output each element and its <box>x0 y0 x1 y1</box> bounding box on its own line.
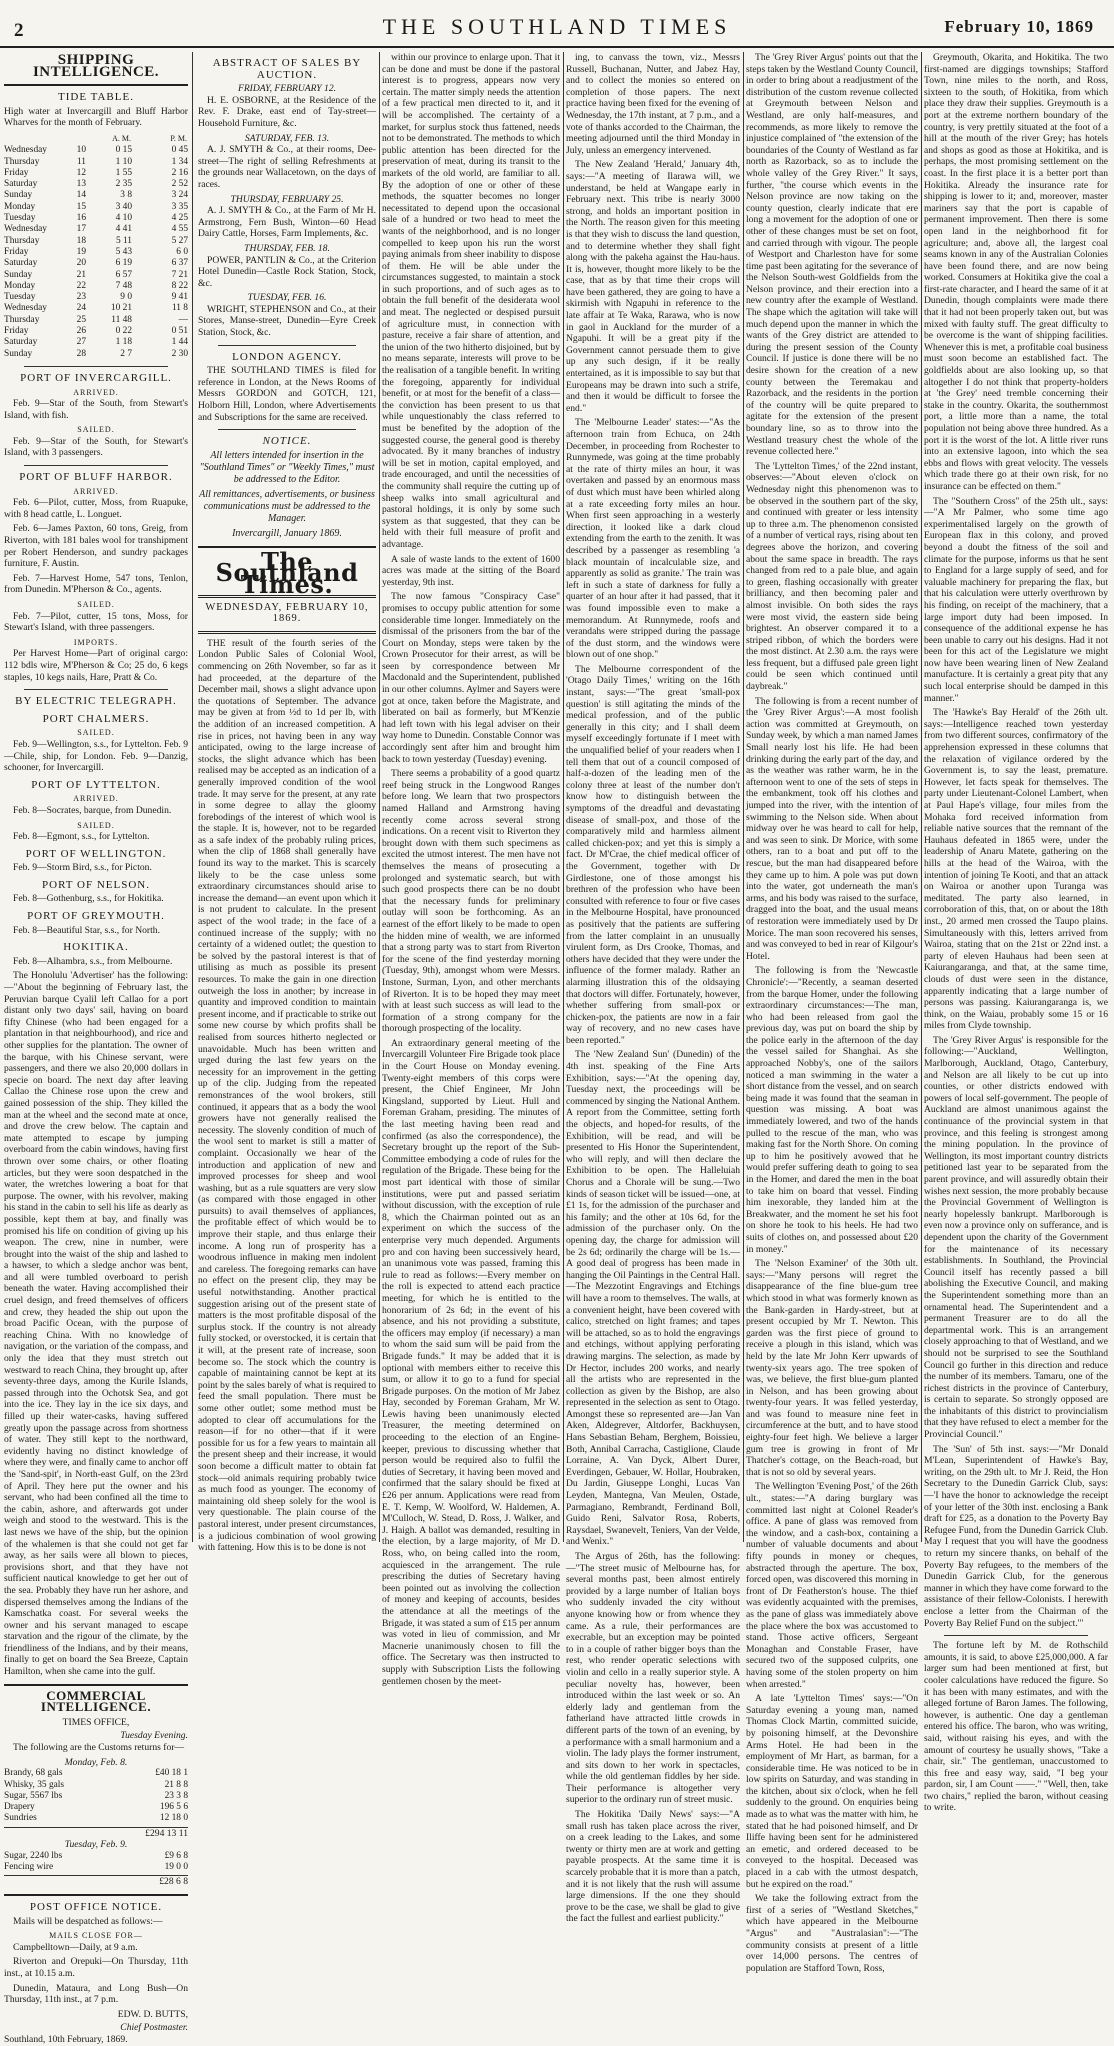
edition-date: WEDNESDAY, FEBRUARY 10, 1869. <box>205 601 369 625</box>
tide-pm-header: P. M. <box>170 133 187 143</box>
tide-row: Thursday 11 1 10 1 34 <box>4 156 188 167</box>
column-editorial <box>198 52 376 1554</box>
arrived-label: ARRIVED. <box>73 387 119 397</box>
article-paragraph: The fortune left by M. de Rothschild amounts, it is said, to above £25,000,000. A far larger sum had been mentioned at first, but cooler calculations have reduced the figure. So it has been with many estimates, and with the alleged fortune of Baron James. The following, however, is authentic. One day a gentleman entered his office. The baron, who was writing, said, without raising his eyes, and with the amount of courtesy he usually shows, "Take a chair, sir." The gentleman, unaccustomed to this free and easy way, said, "I beg your pardon, sir, I am Count ——." "Well, then, take two chairs," replied the baron, without ceasing to write. <box>924 1640 1108 1814</box>
sailed-label: SAILED. <box>77 728 115 738</box>
tide-row: Friday 12 1 55 2 16 <box>4 167 188 178</box>
customs-office: TIMES OFFICE, <box>62 1716 130 1728</box>
article-paragraph: The following is from a recent number of the 'Grey River Argus':—A most foolish action was committed at Greymouth, on Sunday week, by which a man named James Small nearly lost his life. He had been drinking during the early part of the day, and as the weather was rather warm, he in the afternoon went to one of the sets of steps in the embankment, took off his clothes and jumped into the river, with the intention of swimming to the Nelson side. When about midway over he was heard to call for help, and was seen to sink. Dr Morice, with some others, ran to a boat and put off to the rescue, but the man had disappeared before they came up to him. A pole was put down into the water, got underneath the man's arms, and his body was raised to the surface, dragged into the boat, and the usual means of restoration were immediately used by Dr Morice. The man soon recovered his senses, and was conveyed to bed in rear of Kilgour's Hotel. <box>746 695 918 962</box>
sale-date: THURSDAY, FEBRUARY 25. <box>230 193 344 205</box>
article-paragraph: There seems a probability of a good quartz reef being struck in the Longwood Ranges before long. We learn that two prospectors named Halland and Armstrong having recently come across several strong indications. On a recent visit to Riverton they brought down with them such specimens as excited the utmost interest. The men have not themselves the means of prosecuting a prolonged and systematic search, but with such good prospects there can be no doubt that the necessary funds for preliminary outlay will soon be forthcoming. As an earnest of the effort likely to be made to open the hidden mine of wealth, we are informed that a strong party was to start from Riverton for the scene of the find yesterday morning (Tuesday, 9th), amongst whom were Messrs. Instone, Surman, Lyon, and other merchants of Riverton. It is to be hoped they may meet with at least such success as will lead to the formation of a strong company for the thorough prospecting of the locality. <box>382 768 560 1035</box>
customs-monday-table <box>4 1768 188 1824</box>
notice-line-1: All letters intended for insertion in the "Southland Times" or "Weekly Times," must be addressed to the Editor. <box>199 449 375 485</box>
article-paragraph: The now famous "Conspiracy Case" promises to occupy public attention for some considerable time longer. Immediately on the dismissal of the prisoners from the bar of the Court on Monday, steps were taken by the Crown Prosecutor for their arrest, as will be seen by correspondence between Mr Macdonald and the Superintendent, published in our other columns. Aylmer and Sayers were got at once, taken before the Magistrate, and liberated on bail as formerly, but M'Kenzie had left town with his legal adviser on their way home to Dunedin. Constable Connor was accordingly sent after him and brought him back to town yesterday (Tuesday) evening. <box>382 591 560 765</box>
tide-heading: TIDE TABLE. <box>58 91 134 104</box>
column-rule <box>921 52 922 1542</box>
article-paragraph: The 'Grey River Argus' is responsible for the following:—"Auckland, Wellington, Marlborough, Auckland, Otago, Canterbury, and Nelson are all likely to be cut up into counties, or other districts endowed with powers of local self-government. The people of Auckland are almost unanimous against the continuance of the provincial system in that province, and this feeling is strongest among the mining population. In the province of Wellington, its most important country districts petitioned last year to be separated from the parent province, and will assuredly obtain their wishes next session, the more probably because the Provincial Government of Wellington is nearly hopelessly bankrupt. Marlborough is even now a province only on sufferance, and is dependent upon the charity of the Government for the maintenance of its necessary establishments. In Southland, the Provincial Council itself has recently passed a bill abolishing the Executive Council, and making the Superintendent something more than an ornamental head. The Superintendent and a permanent Treasurer are to do all the departmental work. This is an arrangement closely approaching to that of Westland, and we should not be surprised to see the Southland Council go further in this direction and reduce the number of its members. Tamaru, one of the richest districts in the province of Canterbury, is certain to separate. So strongly opposed are the inhabitants of this district to provincialism that they have refused to elect a member for the Provincial Council." <box>924 1034 1108 1441</box>
post-line-3: Dunedin, Mataura, and Long Bush—On Thursday, 11th inst., at 7 p.m. <box>4 1982 188 2006</box>
article-paragraph: The following is from the 'Newcastle Chronicle':—"Recently, a seaman deserted from the barque Homer, under the following extraordinary circumstances:—The man, who had been released from gaol the previous day, was put on board the ship by the police early in the afternoon of the day the vessel sailed for Shanghai. As she approached Nobby's, one of the sailors noticed a man swimming in the water a short distance from the vessel, and on search being made it was found that the seaman in question was missing. A boat was immediately lowered, and two of the hands pulled to the rescue of the man, who was making fast for the North Shore. On coming up to him he positively avowed that he would prefer suffering death to going to sea in the Homer, and dared the men in the boat to take him on board that vessel. Finding him inexorable, they landed him at the Breakwater, and the moment he set his foot on shore he took to his heels. He had two suits of clothes on, and possessed about £20 in money." <box>746 965 918 1255</box>
post-line-2: Riverton and Orepuki—On Thursday, 11th inst., at 10.15 a.m. <box>4 1956 188 1980</box>
imports-label: IMPORTS. <box>73 637 119 647</box>
london-text: THE SOUTHLAND TIMES is filed for reference in London, at the News Rooms of Messrs GORDON and GOTCH, 121, Holborn Hill, London, where Advertisements and Subscriptions for the same are received. <box>198 365 376 423</box>
tide-row: Wednesday 10 0 15 0 45 <box>4 145 188 156</box>
sale-entry: A. J. SMYTH & Co., at their rooms, Dee-street—The right of selling Refreshments at the grounds near Wallacetown, on the days of races. <box>198 144 376 190</box>
column-6 <box>924 52 1108 1814</box>
tide-row: Saturday 13 2 35 2 52 <box>4 179 188 190</box>
post-line-1: Campbelltown—Daily, at 9 a.m. <box>13 1941 138 1953</box>
bluff-arrived-2: Feb. 6—James Paxton, 60 tons, Greig, from Riverton, with 181 bales wool for transhipment per Robert Henderson, and sundry packages furniture, F. Austin. <box>4 523 188 570</box>
customs-row: Brandy, 68 gals £40 18 1 <box>4 1768 188 1779</box>
chalmers-sailed: Feb. 9—Wellington, s.s., for Lyttelton. Feb. 9—Chile, ship, for London. Feb. 9—Danzig, schooner, for Invercargill. <box>4 738 188 774</box>
customs-tuesday-total: £28 6 8 <box>4 1875 188 1888</box>
lyttelton-arrived: Feb. 8—Socrates, barque, from Dunedin. <box>13 804 172 816</box>
post-signer-title: Chief Postmaster. <box>120 2022 188 2034</box>
article-paragraph: The 'Grey River Argus' points out that the steps taken by the Westland County Council, in order to bring about a readjustment of the distribution of the custom revenue collected at Greymouth between Nelson and Westland, are only half-measures, and recommends, as more likely to remove the injustice complained of "the extension of the boundaries of the County of Westland as far north as Razorback, so as to include the whole valley of the Grey River." It says, further, "the course which events in the Nelson province are now taking on the county question, clearly indicate that ere long a movement for the adoption of one or other of these changes must be set on foot, and carried through with vigour. The people of Westport and Charleston have for some time past been agitating for the severance of the Nelson South-west Goldfields from the Nelson province, and their erection into a new country after the example of Westland. The shape which the agitation will take will much depend upon the manner in which the wants of the Grey district are attended to during the present session of the County Council. If justice is done there will be no desire shown for the creation of a new county between the Teremakau and Razorback, and the residents in the portion of the country will be quite prepared to agitate for the extension of the present boundary line, so as to throw into the Westland treasury chest the whole of the revenue collected here." <box>746 52 918 458</box>
article-paragraph: The Hokitika 'Daily News' says:—"A small rush has taken place across the river, on a creek leading to the Lakes, and some twenty or thirty men are at work and getting payable prospects. At the same time it is scarcely probable that it is more than a patch, and it is not likely that the rush will assume large dimensions. If the one they should prove to be the case, we shall be glad to give the fact the fullest and earliest publicity." <box>566 1809 740 1925</box>
tide-row: Sunday 14 3 8 3 24 <box>4 190 188 201</box>
article-paragraph: Greymouth, Okarita, and Hokitika. The two first-named are diggings townships; Stafford Town, nine miles to the north, and Ross, sixteen to the south, of Hokitika, from which place they draw their supplies. Greymouth is a port at the extreme northern boundary of the country, is very prettily situated at the foot of a hill at the mouth of the river Grey; has hotels and shops as good as those at Hokitika, and is perhaps, the most promising settlement on the coast. In the first place it is a better port than Hokitika. Already the insurance rate for shipping is lower to it; and, moreover, master mariners say that the port is capable of permanent improvement. Then there is some open land in the neighborhood fit for agriculture; and, above all, the largest coal seams known in any of the Australian Colonies have been found there, and are now being worked. Consumers at Hokitika give the coal a first-rate character, and I heard the same of it at Dunedin, though complaints were made there that it had not been properly taken out, but was mixed with faulty stuff. The great difficulty to be overcome is the want of shipping facilities. Whenever this is met, a profitable coal business must soon become an established fact. The goldfields about are also looking up, so that altogether I do not think that property-holders at 'the Grey' need tremble concerning their stake in the country. Okarita, the southernmost port, a little more than a name, the total population not being above three hundred. As a port it is the worst of the lot. A little river runs into an extensive lagoon, into which the sea ebbs and flows with great velocity. The vessels which trade there go at their own risk, for no insurance can be effected on them." <box>924 52 1108 492</box>
tide-row: Thursday 18 5 11 5 27 <box>4 235 188 246</box>
customs-row: Sugar, 5567 lbs 23 3 8 <box>4 1790 188 1801</box>
bluff-heading: PORT OF BLUFF HARBOR. <box>19 471 173 484</box>
tide-row: Wednesday 17 4 41 4 55 <box>4 224 188 235</box>
column-rule <box>192 52 193 1542</box>
customs-intro: The following are the Customs returns for— <box>13 1742 185 1754</box>
paper-title: THE SOUTHLAND TIMES <box>382 14 732 39</box>
sailed-label: SAILED. <box>77 425 115 435</box>
customs-monday: Monday, Feb. 8. <box>64 1756 128 1768</box>
customs-tuesday-table <box>4 1851 188 1874</box>
column-shipping <box>4 52 188 2046</box>
tide-row: Sunday 21 6 57 7 21 <box>4 269 188 280</box>
tide-row: Tuesday 16 4 10 4 25 <box>4 213 188 224</box>
tide-row: Wednesday 24 10 21 11 8 <box>4 303 188 314</box>
post-intro: Mails will be despatched as follows:— <box>13 1915 163 1927</box>
article-paragraph: The 'Sun' of 5th inst. says:—"Mr Donald M'Lean, Superintendent of Hawke's Bay, writing, on the 29th ult. to Mr J. Reid, the Hon Secretary to the Dunedin Garrick Club, says:—'I have the honor to acknowledge the receipt of your letter of the 30th inst. enclosing a Bank draft for £25, as a donation to the Poverty Bay Refugee Fund, from the Dunedin Garrick Club. May I request that you will have the goodness to return my sincere thanks, on behalf of the Poverty Bay refugees, to the members of the Dunedin Garrick Club, for the generous manner in which they have come forward to the assistance of their fellow-Colonists. I herewith enclose a letter from the Chairman of the Poverty Bay Relief Fund on the subject.'" <box>924 1443 1108 1629</box>
post-close: MAILS CLOSE FOR— <box>49 1931 143 1941</box>
sale-date: SATURDAY, FEB. 13. <box>244 132 330 144</box>
london-heading: LONDON AGENCY. <box>232 350 342 363</box>
tide-row: Monday 15 3 40 3 35 <box>4 201 188 212</box>
inv-arrived: Feb. 9—Star of the South, from Stewart's Island, with fish. <box>4 398 188 421</box>
hokitika-heading: HOKITIKA. <box>63 941 129 954</box>
customs-row: Sugar, 2240 lbs £9 6 8 <box>4 1850 188 1861</box>
tide-row: Saturday 27 1 18 1 44 <box>4 337 188 348</box>
notice-line-3: Invercargill, January 1869. <box>232 527 342 539</box>
tide-row: Thursday 25 11 48 — <box>4 314 188 325</box>
sale-entry: H. E. OSBORNE, at the Residence of the Rev. F. Drake, east end of Tay-street—Household Furniture, &c. <box>198 94 376 129</box>
hokitika-arrived: Feb. 8—Alhambra, s.s., from Melbourne. <box>13 955 173 967</box>
post-signer: EDW. D. BUTTS, <box>117 2008 188 2020</box>
sale-date: TUESDAY, FEB. 16. <box>247 292 327 304</box>
bluff-sailed: Feb. 7—Pilot, cutter, 15 tons, Moss, for Stewart's Island, with three passengers. <box>4 610 188 634</box>
tide-row: Saturday 20 6 19 6 37 <box>4 258 188 269</box>
article-paragraph: A sale of waste lands to the extent of 1600 acres was made at the sitting of the Board yesterday, 9th inst. <box>382 553 560 588</box>
page-number: 2 <box>14 20 24 41</box>
column-5 <box>746 52 918 1974</box>
post-footer: Southland, 10th February, 1869. <box>4 2034 128 2046</box>
sales-heading: ABSTRACT OF SALES BY AUCTION. <box>212 57 362 81</box>
customs-row: Sundries 12 18 0 <box>4 1813 188 1824</box>
arrived-label: ARRIVED. <box>73 486 119 496</box>
column-4 <box>566 52 740 1925</box>
tide-intro: High water at Invercargill and Bluff Harbor Wharves for the month of February. <box>4 105 188 129</box>
article-paragraph: The 'Lyttelton Times,' of the 22nd instant, observes:—"About eleven o'clock on Wednesday night this phenomenon was to be observed in the southern part of the sky, and continued with greater or less intensity up to three a.m. The phenomenon consisted of a number of vertical rays, rising about ten degrees above the horizon, and covering about the same space in breadth. The rays changed from red to a pale blue, and again to green, flashing occasionally with greater brilliancy, and then becoming paler and almost invisible. On both sides the rays were most vivid, the eastern side being brightest. An observer compared it to a striped ribbon, of which the borders were the most distinct. At 2.30 a.m. the rays were less frequent, but a diffused pale green light could be seen which continued until daybreak." <box>746 460 918 693</box>
bluff-imports: Per Harvest Home—Part of original cargo: 112 bdls wire, M'Pherson & Co; 25 do, 6 kegs staples, 10 kegs nails, Hare, Pratt & Co. <box>4 648 188 683</box>
telegraph-heading: BY ELECTRIC TELEGRAPH. <box>15 695 177 708</box>
customs-evening: Tuesday Evening. <box>120 1730 188 1742</box>
article-paragraph: The Wellington 'Evening Post,' of the 26th ult., states:—"A daring burglary was committed last night at Colonel Reader's office. A pane of glass was removed from the window, and a cash-box, containing a number of valuable documents and about fifty pounds in money or cheques, abstracted through the aperture. The box, forced open, was discovered this morning in front of Dr Featherston's house. The thief was evidently acquainted with the premises, as the pane of glass was immediately above the place where the box was accustomed to stand. Those active officers, Sergeant Monaghan and Constable Fraser, have secured two of the supposed culprits, one having some of the stolen property on him when arrested." <box>746 1481 918 1690</box>
article-paragraph: The "Southern Cross" of the 25th ult., says:—"A Mr Palmer, who some time ago experimentalised largely on the growth of European flax in this colony, and proved beyond a doubt the fitness of the soil and climate for the purpose, informs us that he sent to England for a large supply of seed, and for valuable machinery for preparing the flax, but that his calculation were utterly overthrown by his finding, on receipt of the machinery, that a large import duty had been imposed. In consequence of the additional expense he has been unable to carry out his designs. Had it not been for this act of the Legislature we might now have been wearing linen of New Zealand manufacture. It is certainly a great pity that any such local enterprise should be damped in this manner." <box>924 495 1108 704</box>
bluff-arrived-1: Feb. 6—Pilot, cutter, Moss, from Ruapuke, with 8 head cattle, L. Longuet. <box>4 497 188 520</box>
article-paragraph: The 'New Zealand Sun' (Dunedin) of the 4th inst. speaking of the Fine Arts Exhibition, says:—"At the opening day, Tuesday next, the proceedings will be commenced by singing the National Anthem. A report from the Committee, setting forth the objects, and hoped-for results, of the Exhibition, will be read, and will be presented to His Honor the Superintendent, who will reply, and will then declare the Exhibition to be open. The Halleluiah Chorus and a Chorale will be sung.—Two kinds of season ticket will be issued—one, at £1 1s, for the admission of the purchaser and his family; and the other at 10s 6d, for the admission of the purchaser only. On the opening day, the charge for admission will be 2s 6d; ordinarily the charge will be 1s.—A good deal of progress has been made in hanging the Oil Paintings in the Central Hall.—The Mezzotint Engravings and Etchings will have a room to themselves. The walls, at a convenient height, have been covered with calico, stretched on light frames; and tapes will be attached, so as to hold the engravings and etchings, without applying perforating drawing margins. The selection, as made by Dr Hector, includes 200 works, and nearly all the artists who are represented in the collection as given by the Bishop, are also represented in the selection as sent to Otago. Amongst these so represented are—Jan Van Aken, Aldegrever, Altdorfer, Backhuysen, Hans Sebastian Beham, Berghem, Boissieu, Both, Annibal Carracha, Castiglione, Claude Lorraine, A. Van Dyck, Albert Durer, Everdingen, Gebauer, W. Hollar, Houbraken, Du Jardin, Giuseppe Longhi, Lucas Van Leyden, Mantegna, Van Meulen, Ostade, Parmagiano, Rembrandt, Ferdinand Boll, Guido Reni, Salvator Rosa, Roberts, Raysdael, Swanevelt, Teniers, Van der Velde, and Wenix." <box>566 1049 740 1548</box>
article-paragraph: We take the following extract from the first of a series of "Westland Sketches," which have appeared in the Melbourne "Argus" and "Australasian":—"The community consists at present of a little over 14,000 persons. The centres of population are Stafford Town, Ross, <box>746 1893 918 1974</box>
chalmers-heading: PORT CHALMERS. <box>42 712 150 725</box>
customs-row: Whisky, 35 gals 21 8 8 <box>4 1779 188 1790</box>
article-paragraph: The Melbourne correspondent of the 'Otago Daily Times,' writing on the 16th instant, says:—"The great 'small-pox question' is still agitating the minds of the medical profession, and of the public generally in this city; and I shall deem myself exceedingly fortunate if I meet with the unqualified belief of your readers when I tell them that out of a council composed of half-a-dozen of the leading men of the colony three at least of the number don't know how to distinguish between the symptoms of the dreadful and devastating disease of small-pox, and those of the comparatively mild and harmless ailment called chicken-pox; and yet this is simply a fact. Dr M'Crae, the chief medical officer of the Government, together with Dr Girdlestone, one of those amongst his brethren of the profession who have been consulted with reference to four or five cases in the Melbourne Hospital, have pronounced as positively that the patients are suffering from the latter complaint in an unusually virulent form, as Drs Crooke, Thomas, and others have decided that they were under the influence of the former malady. Rather an alarming illustration this of the oldsaying that doctors will differ. Fortunately, however, whether suffering from small-pox or chicken-pox, the patients are now in a fair way of recovery, and no new cases have been reported." <box>566 663 740 1046</box>
paper-name: The Southland Times. <box>215 546 359 599</box>
sale-entry: A. J. SMYTH & Co., at the Farm of Mr H. Armstrong, Fern Bush, Winton—60 Head Dairy Cattle, Horses, Farm Implements, &c. <box>198 205 376 240</box>
column-rule <box>743 52 744 1542</box>
leader-paragraph: THE result of the fourth series of the London Public Sales of Colonial Wool, commencing on 26th November, so far as it had proceeded, at the departure of the December mail, shows a slight advance upon the quotations of September. The advance may be given at from ½d to 1d per lb, with the addition of an increased competition. A rise in prices, not having been in any way anticipated, owing to the large increase of stocks, the slight advance which has been realised may be accepted as an indication of a generally improved condition of the wool trade. It may serve for the present, at any rate in some degree to allay the gloomy forebodings of the interest of which wool is the staple. It is, however, not to be regarded as a safe index of the probably ruling prices, when the clip of 1868 shall generally have found its way to the market. This is scarcely likely to be the case unless some extraordinary circumstances should arise to increase the demand—an event upon which it is not prudent to calculate. In the present aspect of the wool trade; in the face of a continued increase of the supply; with no certainty of a widened outlet; the question to be solved by the pastoral interest is that of utilising as much as possible its present resources. To make the gain in one direction outweigh the loss in another; by increase in quantity and improved condition to maintain present income, and if practicable to strike out some new course by which profits shall be realised from sources hitherto neglected or unavoidable. Much has been written and urged during the last few years on the necessity for an improvement in the getting up of the clip. Judging from the repeated remonstrances of the wool brokers, still continued, it appears that as a body the wool growers have not generally realised the necessity. The slovenly condition of much of the wool sent to market is still a matter of complaint. Occasionally we hear of the introduction and application of new and improved processes for sheep and wool washing, but as a rule squatters are very slow (as compared with those engaged in other pursuits) to avail themselves of appliances, the profitable effect of which would be to improve their staple, and thus enlarge their income. A long run of prosperity has a woodrous influence in making men indolent and careless. The foregoing remarks can have no effect on the present clip, they may be useful notwithstanding. Another practical suggestion arising out of the present state of matters is the most profitable disposal of the surplus stock. If the country is not already fully stocked, or overstocked, it is certain that it will, at the present rate of increase, soon become so. The stock which the country is capable of maintaining cannot be kept at its point by the sales barely of what is required to feed the small population. There must be some other outlet; some method must be adopted to clear off accumulations for the reason—if for no other—that if it were possible for us for a few years to maintain all the present sheep and their increase, it would soon become a difficult matter to obtain fat stock—old animals requiring probably twice as much food as younger. The economy of maintaining old sheep solely for the wool is very questionable. The plain course of the pastoral interest, under present circumstances, is a judicious combination of wool growing with fattening. How this is to be done is not <box>198 637 376 1554</box>
tide-row: Monday 22 7 48 8 22 <box>4 280 188 291</box>
inv-sailed: Feb. 9—Star of the South, for Stewart's Island, with 3 passengers. <box>4 435 188 459</box>
customs-tuesday: Tuesday, Feb. 9. <box>64 1839 128 1851</box>
customs-monday-total: £294 13 11 <box>4 1827 188 1840</box>
column-rule <box>379 52 380 1542</box>
masthead <box>0 0 1114 48</box>
sale-date: FRIDAY, FEBRUARY 12. <box>237 83 337 95</box>
greymouth-sailed: Feb. 8—Beautiful Star, s.s., for North. <box>13 924 160 936</box>
bluff-arrived-3: Feb. 7—Harvest Home, 547 tons, Tenlon, from Dunedin. M'Pherson & Co., agents. <box>4 572 188 596</box>
lyttelton-heading: PORT OF LYTTELTON. <box>31 778 161 791</box>
tide-row: Friday 19 5 43 6 0 <box>4 246 188 257</box>
greymouth-heading: PORT OF GREYMOUTH. <box>27 910 165 923</box>
commercial-heading: COMMERCIAL INTELLIGENCE. <box>40 1687 152 1715</box>
sailed-label: SAILED. <box>77 820 115 830</box>
tide-row: Sunday 28 2 7 2 30 <box>4 348 188 359</box>
lyttelton-sailed: Feb. 8—Egmont, s.s., for Lyttelton. <box>13 831 150 843</box>
article-paragraph: The Argus of 26th, has the following:—"The street music of Melbourne has, for several months past, been almost entirely provided by a large number of Italian boys who suddenly invaded the city without anyone knowing how or from whence they came. As a rule, their performances are execrable, but an exception may be pointed to in a couple of rather bigger boys than the rest, who render operatic selections with violin and cello in a really superior style. A peculiar novelty has, however, been introduced within the last week or so. An elderly lady and gentleman from the fatherland have attracted little crowds in different parts of the town of an evening, by a performance with a small harmonium and a violin. The lady plays the former instrument, and sits down to her work in spectacles, while the old gentleman fiddles by her side. Their performance is altogether very superior to the ordinary run of street music. <box>566 1551 740 1806</box>
article-paragraph: The 'Nelson Examiner' of the 30th ult. says:—"Many persons will regret the disappearance of the fine blue-gum tree which stood in what was formerly known as the Bank-garden in Hardy-street, but at present occupied by Mr T. Newton. This garden was the first piece of ground to receive a plough in this island, which was held by the late Mr John Kerr upwards of twenty-six years ago. The tree spoken of was, we believe, the first blue-gum planted in Nelson, and has been growing about twenty-four years. It was felled yesterday, and was found to measure nine feet in circumference at the butt, and to have stood eighty-four feet high. We believe a larger gum tree is growing in front of Mr Thatcher's cottage, on the Beach-road, but that is not so old by several years. <box>746 1258 918 1478</box>
honolulu-story: The Honolulu 'Advertiser' has the following:—"About the beginning of February last, the Peruvian barque Cyalil left Callao for a port distant only two days' sail, having on board fifty Chinese (who had been engaged for a plantation in that neighbourhood), and rice and other supplies for the plantation. The owner of the barque, with his Chinese servant, were passengers, and there we also 20,000 dollars in specie on board. The next day after leaving Callao the Chinese rose upon the crew and gained possession of the ship. They killed the man at the wheel and the second mate at once, and drove the crew below. The captain and mate attempted to escape by jumping overboard from the cabin windows, having first thrown over some chairs, or other floating articles, but they were soon despatched in the water, the wretches lowering a boat for that purpose. The owner, with his revolver, making his stand in the cabin to sell his life as dearly as possible, kept them at bay, and finally was promised his life on condition of giving up his weapon. The crew, nine in number, were brought into the waist of the ship and lashed to a hawser, to which a sledge anchor was bent, and all were tumbled overboard to perish beneath the water. Having accomplished their cruel design, and freed themselves of officers and crew, they headed the ship out upon the broad Pacific Ocean, with the purpose of reaching China. With no knowledge of navigation, or the variation of the compass, and only the idea that they must stretch out westward to reach China, they brought up, after seventy-three days, among the Kurile Islands, passed through into the Ochotsk Sea, and got into the ice. They lay in the ice six days, and filled up their water-casks, having suffered greatly upon the passage across from shortness of water. They still kept to the northward, evidently having no distinct knowledge of where they were, and finally came to anchor off the 'Sand-spit', in North-east Gulf, on the 23rd of April. They here put the owner and his servant, who had been confined all the time to the cabin, ashore, and afterwards got under weigh and stood to the westward. This is the last news we have of the ship, but the opinion of the whalemen is that she could not get far away, as her sails were all blown to pieces, provisions short, and that they have not sufficient nautical knowledge to get her out of the sea. Probably they have run her ashore, and dispersed themselves among the Indians of the Kamschatka coast. For several weeks the owner and his servant managed to escape starvation and the rigour of the climate, by the friendliness of the Indians, and by their means, finally to get on board the Sea Breeze, Captain Hamilton, when she came into the gulf. <box>4 970 188 1678</box>
sailed-label: SAILED. <box>77 600 115 609</box>
notice-block <box>198 450 376 540</box>
wellington-heading: PORT OF WELLINGTON. <box>25 847 167 860</box>
article-paragraph: An extraordinary general meeting of the Invercargill Volunteer Fire Brigade took place in the Court House on Monday evening. Twenty-eight members of this corps were present, the Chief Engineer, Mr John Kingsland, supported by Lieut. Hull and Foreman Graham, presiding. The minutes of the last meeting having been read and confirmed (as also the correspondence), the Secretary brought up the report of the Sub-Committee embodying a code of rules for the regulation of the Brigade. These being for the most part identical with those of similar institutions, were put and passed seriatim without discussion, with the exception of rule 8, which the Chairman pointed out as an experiment on which the success of the enterprise very much depended. Arguments pro and con having been successively heard, an unanimous vote was passed, framing this rule to read as follows:—Every member on the roll is expected to attend each practice meeting, for which he is entitled to the honorarium of 2s 6d; in the event of his absence, and his not providing a substitute, the officers may employ (if necessary) a man to whom the said sum will be paid from the Brigade funds." It may be added that it is optional with members either to receive this sum, or allow it to go to a fund for special Brigade purposes. On the motion of Mr Jabez Hay, seconded by Foreman Graham, Mr W. Lewis having been unanimously elected Treasurer, the meeting determined on proceeding to the election of an Engine-keeper, previous to discussing whether that person would be required also to fulfil the duties of Secretary, it having been moved and confirmed that the salary should be fixed at £26 per annum. Applications were read from E. T. Kemp, W. Woolford, W. Haldemen, A. M'Culloch, W. Stead, D. Ross, J. Walker, and J. Haigh. A ballot was demanded, resulting in the election, by a large majority, of Mr D. Ross, who, on being called into the room, acquiesced in the arrangement. The rule prescribing the duties of Secretary having been pointed out as involving the collection of money and keeping of accounts, besides the attendance at all the meetings of the Brigade, it was stated a sum of £15 per annum was voted in lieu of commission, and Mr Macnerie unanimously chosen to fill the office. The Secretary was then instructed to supply with Subscription Lists the following gentlemen chosen by the meet- <box>382 1037 560 1687</box>
article-paragraph: The 'Hawke's Bay Herald' of the 26th ult. says:—Intelligence reached town yesterday from two different sources, confirmatory of the apprehension expressed in these columns that the relaxation of vigilance ordered by the Government is, to say the least, premature. However, let facts speak for themselves. The party under Lieutenant-Colonel Lambert, when at Paul Hape's village, four miles from the Mohaka ford received information from reliable native sources that the remnant of the Hauhaus defeated in 1865 were, under the leadership of Anaru Matete, gathering on the hills at the head of the Wairoa, with the intention of joining Te Kooti, and that an attack on Wairoa or another upon Turanga was meditated. The party also learned, in corroboration of this, that, on or about the 18th inst., 20 armed men crossed the Taupo plains. Simultaneously with this, letters arrived from Wairoa, stating that on the 21st or 22nd inst. a party of eleven Hauhaus had been seen at Kaiurangaranga, and that, at the same time, clouds of dust were seen in the distance, apparently indicating that a large number of persons was passing. Kaiurangaranga is, we think, on the Waiau, probably some 15 or 16 miles from Clyde township. <box>924 707 1108 1032</box>
tide-row: Friday 26 0 22 0 51 <box>4 326 188 337</box>
sale-entry: POWER, PANTLIN & Co., at the Criterion Hotel Dunedin—Castle Rock Station, Stock, &c. <box>198 254 376 289</box>
customs-row: Fencing wire 19 0 0 <box>4 1862 188 1873</box>
issue-date: February 10, 1869 <box>944 17 1094 36</box>
article-paragraph: The New Zealand 'Herald,' January 4th, says:—"A meeting of Ilarawa will, we understand, be held at Wangape early in February next. This tribe is nearly 3000 strong, and holds an important position in the North. The reason given for this meeting is that they wish to discuss the land question, and to determine whether they shall fight along with the pakeha against the Hau-haus. It is, however, thought more likely to be the case, that as by that time their crops will have been gathered, they are going to have a skirmish with Ngapuhi in reference to the late affair at Te Waka, Rarawa, who is now in gaol in Auckland for the murder of a Ngapuhi. It will be a great pity if the Government cannot persuade them to give up any such design, if it be really entertained, as it is impossible to say but that Europeans may be drawn into such a strife, and then it would be difficult to forsee the end." <box>566 159 740 414</box>
sales-list <box>198 83 376 338</box>
tide-row: Tuesday 23 9 0 9 41 <box>4 292 188 303</box>
column-rule <box>563 52 564 1542</box>
sale-entry: WRIGHT, STEPHENSON and Co., at their Stores, Manse-street, Dunedin—Eyre Creek Station, Stock, &c. <box>198 303 376 339</box>
notice-line-2: All remittances, advertisements, or business communications must be addressed to the Manager. <box>199 488 375 524</box>
article-paragraph: A late 'Lyttelton Times' says:—"On Saturday evening a young man, named Thomas Clock Martin, committed suicide, by poisoning himself, at the Devonshire Arms Hotel. He had been in the employment of Mr Hart, as barman, for a considerable time. He was noticed to be in low spirits on Saturday, and was standing in the kitchen, about six o'clock, when he fell suddenly to the ground. On enquiries being made as to what was the matter with him, he stated that he had poisoned himself, and Dr Iliffe having been sent for he administered an emetic, and ordered deceased to be conveyed to the hospital. Deceased was placed in a cab with the utmost despatch, but he expired on the road." <box>746 1693 918 1890</box>
invercargill-heading: PORT OF INVERCARGILL. <box>20 371 172 384</box>
article-paragraph: The 'Melbourne Leader' states:—"As the afternoon train from Echuca, on 24th December, in proceeding from Rochester to Runnymede, was going at the time probably at the rate of thirty miles an hour, it was overtaken and passed by an enormous mass of dust which must have been whirled along at a rate exceeding forty miles an hour. When first seen approaching in a westerly direction, it looked like a dark cloud extending from the earth to the zenith. It was described by a passenger as resembling 'a black mountain of incalculable size, and apparently as solid as granite.' The train was left in such a state of darkness for fully a quarter of an hour after it had passed, that it was found impossible even to make a memorandum. At Runnymede, roofs and verandahs were stripped during the passage of the dust storm, and the windows were blown out of one shop." <box>566 417 740 661</box>
notice-heading: NOTICE. <box>262 435 312 448</box>
tide-am-header: A. M. <box>112 133 131 143</box>
column-3 <box>382 52 560 1687</box>
nelson-sailed: Feb. 8—Gothenburg, s.s., for Hokitika. <box>13 893 164 905</box>
article-paragraph: ing, to canvass the town, viz., Messrs Russell, Buchanan, Nutter, and Jabez Hay, and to collect the monies so entered on completion of those papers. The next practice having been fixed for the evening of Wednesday, the 17th instant, at 7 p.m., and a vote of thanks accorded to the Chairman, the meeting adjourned until the third Monday in July, unless an emergency intervened. <box>566 52 740 156</box>
customs-row: Drapery 196 5 6 <box>4 1802 188 1813</box>
article-paragraph: within our province to enlarge upon. That it can be done and must be done if the pastoral interest is to progress, appears now very certain. The matter simply needs the attention of a few practical men directed to it, and it will be accomplished. The certainty of a market, for surplus stock thus fattened, needs not to be demonstrated. The methods to which public attention has been directed for the preservation of meat, during its transit to the markets of the old world, are familiar to all. By the adoption of one or other of these methods, the squatter becomes no longer necessitated to depend upon the occasional sale of a hundred or two head to meet the wants of the neighborhood, and is no longer compelled to keep upon his run the worst paying animals from sheer inability to dispose of them. He will be able under the circumstances suggested, to maintain a stock in such proportions, and of such ages as to obtain the full benefit of the desiderata wool and meat. The neglected or despised pursuit of agriculture must, in connection with pasture, receive a fair share of attention, and the union of the two hitherto disjoined, but by no means separate, interests will prove to be the realisation of a tangible benefit. In writing the foregoing, apparently for individual benefit, or at most for the benefit of a class—the conviction has been present to us that while unquestionably the class referred to must be benefited by the adoption of the suggested course, the general good is thereby advocated. By it many branches of industry will be set in motion, capital employed, and trade encouraged, and until the necessities of the community shall require the cutting up of sheep walks into small agricultural and pastoral holdings, it is only by some such system as that suggested, that they can be held with their full measure of profit and advantage. <box>382 52 560 550</box>
wellington-sailed: Feb. 9—Storm Bird, s.s., for Picton. <box>13 862 152 874</box>
tide-table <box>4 132 188 360</box>
arrived-label: ARRIVED. <box>73 794 119 804</box>
shipping-heading: SHIPPING INTELLIGENCE. <box>32 52 160 80</box>
nelson-heading: PORT OF NELSON. <box>42 878 150 891</box>
sale-date: THURSDAY, FEB. 18. <box>244 242 330 254</box>
post-heading: POST OFFICE NOTICE. <box>29 1901 163 1914</box>
